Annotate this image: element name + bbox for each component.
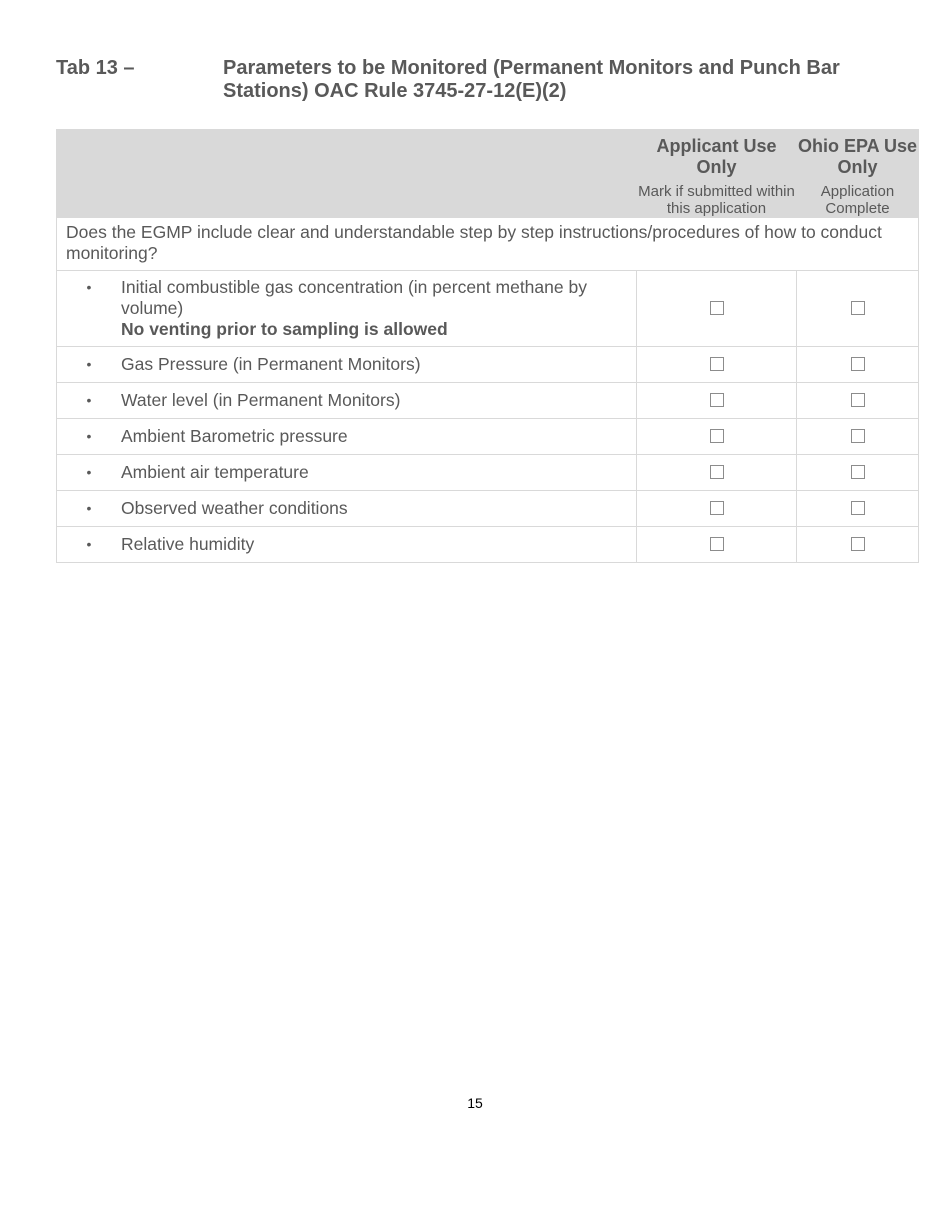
header-blank-cell: [57, 130, 637, 218]
epa-check-cell: [797, 527, 919, 563]
bullet-icon: •: [86, 279, 92, 295]
epa-checkbox[interactable]: [851, 357, 865, 371]
applicant-check-cell: [637, 383, 797, 419]
table-row: [57, 527, 919, 563]
applicant-checkbox[interactable]: [710, 465, 724, 479]
table-header-row: [57, 130, 919, 183]
item-label: Ambient Barometric pressure: [121, 426, 348, 446]
table-row: [57, 491, 919, 527]
item-note: No venting prior to sampling is allowed: [121, 319, 448, 339]
item-label: Gas Pressure (in Permanent Monitors): [121, 354, 421, 374]
section-title: Parameters to be Monitored (Permanent Monitors and Punch Bar Stations) OAC Rule 3745-27-12(E)(2): [223, 57, 840, 102]
applicant-checkbox[interactable]: [710, 537, 724, 551]
table-row: [57, 271, 919, 347]
epa-check-cell: [797, 455, 919, 491]
item-label: Relative humidity: [121, 534, 255, 554]
epa-subheader: Application Complete: [797, 183, 919, 218]
applicant-check-cell: [637, 527, 797, 563]
item-label: Observed weather conditions: [121, 498, 348, 518]
table-row: [57, 455, 919, 491]
tab-label: Tab 13 –: [56, 57, 135, 79]
item-cell: [57, 383, 637, 419]
bullet-icon: •: [86, 356, 92, 372]
item-label: Initial combustible gas concentration (in percent methane by volume): [121, 277, 587, 318]
question-text: Does the EGMP include clear and understandable step by step instructions/procedures of how to conduct monitoring?: [57, 218, 919, 271]
item-label: Ambient air temperature: [121, 462, 309, 482]
page-number: 15: [467, 1095, 483, 1111]
bullet-icon: •: [86, 392, 92, 408]
epa-checkbox[interactable]: [851, 501, 865, 515]
item-cell: [57, 491, 637, 527]
applicant-check-cell: [637, 455, 797, 491]
item-label: Water level (in Permanent Monitors): [121, 390, 401, 410]
epa-check-cell: [797, 383, 919, 419]
bullet-icon: •: [86, 464, 92, 480]
epa-checkbox[interactable]: [851, 393, 865, 407]
item-cell: [57, 455, 637, 491]
applicant-check-cell: [637, 347, 797, 383]
epa-checkbox[interactable]: [851, 465, 865, 479]
bullet-icon: •: [86, 536, 92, 552]
applicant-use-header: Applicant Use Only: [637, 130, 797, 183]
applicant-check-cell: [637, 491, 797, 527]
epa-check-cell: [797, 491, 919, 527]
section-heading: [56, 57, 916, 103]
question-row: [57, 218, 919, 271]
epa-use-header: Ohio EPA Use Only: [797, 130, 919, 183]
item-cell: [57, 419, 637, 455]
epa-checkbox[interactable]: [851, 301, 865, 315]
epa-checkbox[interactable]: [851, 537, 865, 551]
table-row: [57, 383, 919, 419]
table-row: [57, 347, 919, 383]
applicant-checkbox[interactable]: [710, 357, 724, 371]
applicant-check-cell: [637, 271, 797, 347]
epa-check-cell: [797, 347, 919, 383]
epa-check-cell: [797, 419, 919, 455]
applicant-checkbox[interactable]: [710, 393, 724, 407]
applicant-check-cell: [637, 419, 797, 455]
bullet-icon: •: [86, 428, 92, 444]
applicant-checkbox[interactable]: [710, 301, 724, 315]
parameters-checklist-table: [56, 129, 919, 563]
bullet-icon: •: [86, 500, 92, 516]
applicant-checkbox[interactable]: [710, 501, 724, 515]
applicant-checkbox[interactable]: [710, 429, 724, 443]
table-row: [57, 419, 919, 455]
epa-check-cell: [797, 271, 919, 347]
item-cell: [57, 271, 637, 347]
item-cell: [57, 347, 637, 383]
applicant-subheader: Mark if submitted within this application: [638, 183, 795, 217]
epa-checkbox[interactable]: [851, 429, 865, 443]
item-cell: [57, 527, 637, 563]
